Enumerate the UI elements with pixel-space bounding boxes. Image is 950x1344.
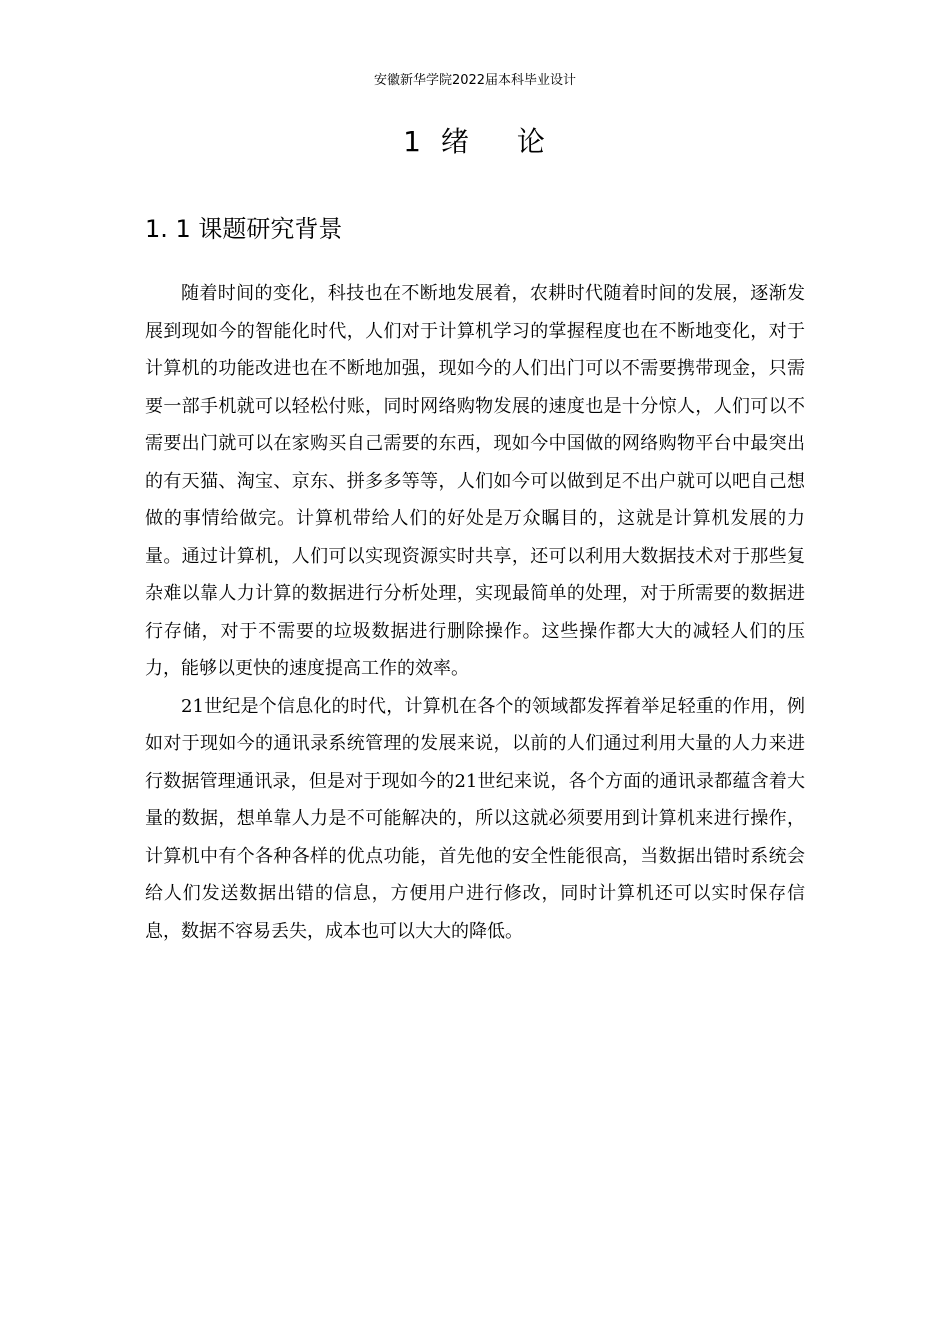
body-text: [145, 275, 805, 950]
chapter-number: 1: [403, 125, 423, 158]
chapter-title-part2: 论: [516, 125, 547, 158]
paragraph-1: 随着时间的变化，科技也在不断地发展着，农耕时代随着时间的发展，逐渐发展到现如今的智能化时代，人们对于计算机学习的掌握程度也在不断地变化，对于计算机的功能改进也在不断地加强，现如今的人们出门可以不需要携带现金，只需要一部手机就可以轻松付账，同时网络购物发展的速度也是十分惊人，人们可以不需要出门就可以在家购买自己需要的东西，现如今中国做的网络购物平台中最突出的有天猫、淘宝、京东、拼多多等等，人们如今可以做到足不出户就可以吧自己想做的事情给做完。计算机带给人们的好处是万众瞩目的，这就是计算机发展的力量。通过计算机，人们可以实现资源实时共享，还可以利用大数据技术对于那些复杂难以靠人力计算的数据进行分析处理，实现最简单的处理，对于所需要的数据进行存储，对于不需要的垃圾数据进行删除操作。这些操作都大大的减轻人们的压力，能够以更快的速度提高工作的效率。: [145, 283, 805, 679]
paragraph-2: 21世纪是个信息化的时代，计算机在各个的领域都发挥着举足轻重的作用，例如对于现如今的通讯录系统管理的发展来说，以前的人们通过利用大量的人力来进行数据管理通讯录，但是对于现如今的21世纪来说，各个方面的通讯录都蕴含着大量的数据，想单靠人力是不可能解决的，所以这就必须要用到计算机来进行操作，计算机中有个各种各样的优点功能，首先他的安全性能很高，当数据出错时系统会给人们发送数据出错的信息，方便用户进行修改，同时计算机还可以实时保存信息，数据不容易丢失，成本也可以大大的降低。: [145, 695, 805, 942]
chapter-title: [0, 124, 950, 160]
running-header: 安徽新华学院2022届本科毕业设计: [373, 73, 577, 88]
chapter-title-part1: 绪: [440, 125, 471, 158]
section-heading: 1. 1 课题研究背景: [145, 215, 343, 243]
